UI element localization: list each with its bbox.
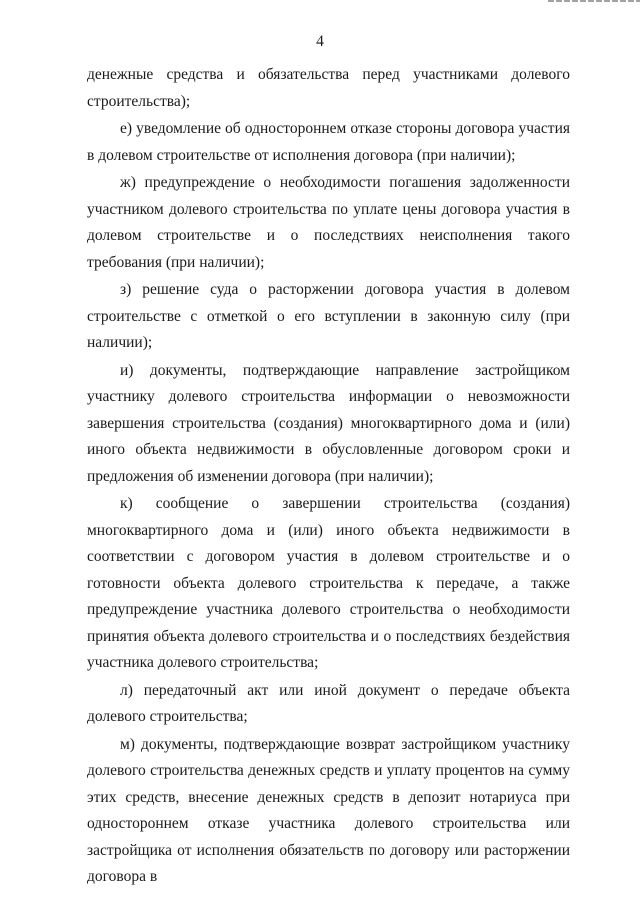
paragraph-item-i: и) документы, подтверждающие направление застройщиком участнику долевого строительства информации о невозможности завершения строительства (создания) многоквартирного дома и (или) иного объекта недвижимости в обусловленные договором сроки и предложения об изменении договора (при наличии); bbox=[87, 361, 570, 485]
paragraph-item-z: з) решение суда о расторжении договора участия в долевом строительстве с отметкой о его вступлении в законную силу (при наличии); bbox=[87, 281, 570, 351]
scan-edge-mark bbox=[548, 0, 640, 2]
document-body bbox=[87, 62, 570, 892]
paragraph-item-e: е) уведомление об одностороннем отказе стороны договора участия в долевом строительстве от исполнения договора (при наличии); bbox=[87, 120, 570, 164]
paragraph-continuation: денежные средства и обязательства перед участниками долевого строительства); bbox=[87, 66, 570, 110]
paragraph-item-k: к) сообщение о завершении строительства (создания) многоквартирного дома и (или) иного объекта недвижимости в соответствии с договором участия в долевом строительстве и о готовности объекта долевого строительства к передаче, а также предупреждение участника долевого строительства о необходимости принятия объекта долевого строительства и о последствиях бездействия участника долевого строительства; bbox=[87, 495, 570, 671]
paragraph-item-m: м) документы, подтверждающие возврат застройщиком участнику долевого строительства денежных средств и уплату процентов на сумму этих средств, внесение денежных средств в депозит нотариуса при одностороннем отказе участника долевого строительства или застройщика от исполнения обязательств по договору или расторжении договора в bbox=[87, 735, 570, 885]
page-number: 4 bbox=[316, 33, 324, 50]
paragraph-item-l: л) передаточный акт или иной документ о передаче объекта долевого строительства; bbox=[87, 681, 570, 725]
paragraph-item-zh: ж) предупреждение о необходимости погашения задолженности участником долевого строительства по уплате цены договора участия в долевом строительстве и о последствиях неисполнения такого требования (при наличии); bbox=[87, 174, 570, 271]
